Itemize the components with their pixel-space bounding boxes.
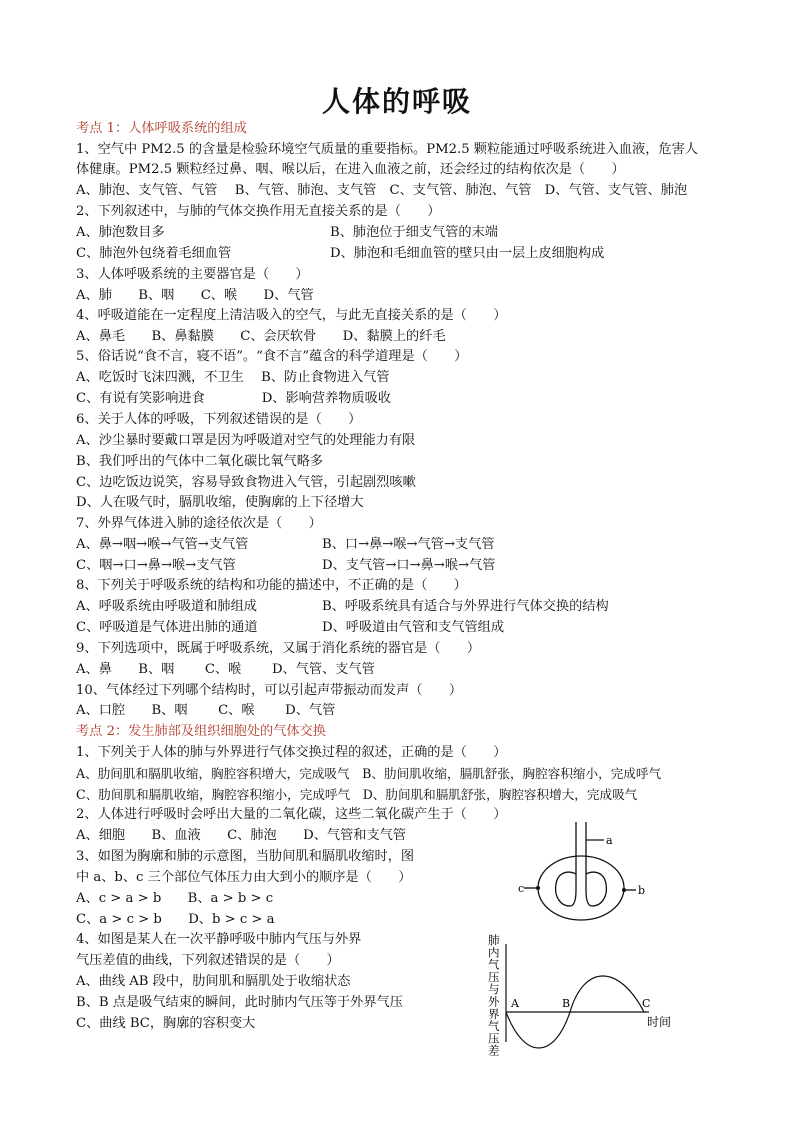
q2-option-c: C、肺泡外包绕着毛细血管 (76, 246, 232, 261)
label-c: c (518, 882, 525, 895)
point-b-label: B (562, 997, 571, 1010)
q10-stem: 10、气体经过下列哪个结构时，可以引起声带振动而发声（ ） (76, 683, 463, 698)
y-axis-label-char: 内 (488, 945, 500, 960)
q6-stem: 6、关于人体的呼吸，下列叙述错误的是（ ） (76, 412, 362, 427)
q2-option-a: A、肺泡数目多 (76, 225, 165, 240)
y-axis-label-char: 差 (488, 1043, 500, 1058)
q1-stem-line1: 1、空气中 PM2.5 的含量是检验环境空气质量的重要指标。PM2.5 颗粒能通过呼吸系统进入血液，危害人 (76, 142, 698, 157)
y-axis-label-char: 肺 (488, 933, 500, 947)
q8-option-b: B、呼吸系统具有适合与外界进行气体交换的结构 (322, 599, 609, 614)
q8-option-a: A、呼吸系统由呼吸道和肺组成 (76, 599, 257, 614)
q2-option-d: D、肺泡和毛细血管的壁只由一层上皮细胞构成 (330, 246, 605, 261)
y-axis-label-char: 压 (488, 1031, 500, 1046)
q6-option-c: C、边吃饭边说笑，容易导致食物进入气管，引起剧烈咳嗽 (76, 475, 416, 490)
q8-stem: 8、下列关于呼吸系统的结构和功能的描述中，不正确的是（ ） (76, 578, 467, 593)
y-axis-label-char: 与 (488, 982, 500, 997)
p2-q4-option-b: B、B 点是吸气结束的瞬间，此时肺内气压等于外界气压 (76, 995, 403, 1010)
q4-options: A、鼻毛 B、鼻黏膜 C、会厌软骨 D、黏膜上的纤毛 (76, 329, 446, 344)
p2-q1-options-cd: C、肋间肌和膈肌收缩，胸腔容积缩小，完成呼气 D、肋间肌和膈肌舒张，胸腔容积增大，完成吸气 (76, 787, 638, 802)
p2-q2-options: A、细胞 B、血液 C、肺泡 D、气管和支气管 (76, 828, 407, 843)
q7-stem: 7、外界气体进入肺的途径依次是（ ） (76, 516, 322, 531)
p2-q4-option-c: C、曲线 BC，胸廓的容积变大 (76, 1016, 256, 1031)
q5-options-ab: A、吃饭时飞沫四溅，不卫生 B、防止食物进入气管 (76, 370, 390, 385)
q1-stem-line2: 体健康。PM2.5 颗粒经过鼻、咽、喉以后，在进入血液之前，还会经过的结构依次是（ ） (76, 162, 625, 177)
q7-option-b: B、口→鼻→喉→气管→支气管 (322, 537, 495, 552)
q8-option-d: D、呼吸道由气管和支气管组成 (322, 620, 505, 635)
q1-options: A、肺泡、支气管、气管 B、气管、肺泡、支气管 C、支气管、肺泡、气管 D、气管、支气管、肺泡 (76, 183, 688, 198)
section-heading-1: 考点 1：人体呼吸系统的组成 (76, 121, 247, 136)
q7-option-c: C、咽→口→鼻→喉→支气管 (76, 558, 236, 573)
page-title: 人体的呼吸 (321, 85, 472, 118)
y-axis-label-char: 界 (488, 1006, 500, 1021)
point-c-marker (536, 886, 540, 890)
q2-option-b: B、肺泡位于细支气管的末端 (330, 225, 498, 240)
p2-q3-stem-line1: 3、如图为胸廓和肺的示意图，当肋间肌和膈肌收缩时，图 (76, 849, 415, 864)
p2-q3-options-ab: A、c > a > b B、a > b > c (76, 891, 274, 906)
p2-q1-stem: 1、下列关于人体的肺与外界进行气体交换过程的叙述，正确的是（ ） (76, 745, 507, 760)
p2-q4-stem-line2: 气压差值的曲线，下列叙述错误的是（ ） (76, 953, 340, 968)
q9-stem: 9、下列选项中，既属于呼吸系统，又属于消化系统的器官是（ ） (76, 641, 481, 656)
q6-option-d: D、人在吸气时，膈肌收缩，使胸廓的上下径增大 (76, 495, 364, 510)
p2-q3-options-cd: C、a > c > b D、b > c > a (76, 912, 275, 927)
q7-option-d: D、支气管→口→鼻→喉→气管 (322, 558, 496, 573)
y-axis-label-char: 外 (488, 994, 500, 1009)
q3-options: A、肺 B、咽 C、喉 D、气管 (76, 288, 314, 303)
point-b-marker (622, 888, 626, 892)
q2-stem: 2、下列叙述中，与肺的气体交换作用无直接关系的是（ ） (76, 204, 441, 219)
y-axis-label-char: 压 (488, 969, 500, 984)
q6-option-a: A、沙尘暴时要戴口罩是因为呼吸道对空气的处理能力有限 (76, 433, 416, 448)
y-axis-label-char: 气 (488, 1019, 500, 1034)
q5-options-cd: C、有说有笑影响进食 D、影响营养物质吸收 (76, 391, 391, 406)
pressure-curve-diagram (484, 930, 704, 1065)
q5-stem: 5、俗话说“食不言，寝不语”。“食不言”蕴含的科学道理是（ ） (76, 349, 468, 364)
q4-stem: 4、呼吸道能在一定程度上清洁吸入的空气，与此无直接关系的是（ ） (76, 308, 507, 323)
q3-stem: 3、人体呼吸系统的主要器官是（ ） (76, 267, 309, 282)
section-heading-2: 考点 2：发生肺部及组织细胞处的气体交换 (76, 724, 326, 739)
q6-option-b: B、我们呼出的气体中二氧化碳比氧气略多 (76, 454, 324, 469)
point-a-label: A (511, 997, 519, 1010)
p2-q3-stem-line2: 中 a、b、c 三个部位气体压力由大到小的顺序是（ ） (76, 870, 412, 885)
p2-q2-stem: 2、人体进行呼吸时会呼出大量的二氧化碳，这些二氧化碳产生于（ ） (76, 807, 507, 822)
q7-option-a: A、鼻→咽→喉→气管→支气管 (76, 537, 249, 552)
point-c-label: C (642, 997, 651, 1010)
y-axis-label-char: 气 (488, 957, 500, 972)
p2-q1-options-ab: A、肋间肌和膈肌收缩，胸腔容积增大，完成吸气 B、肋间肌收缩，膈肌舒张，胸腔容积缩小，完成呼气 (76, 766, 662, 781)
x-axis-label: 时间 (647, 1015, 672, 1029)
label-a: a (606, 834, 613, 847)
y-axis-label (488, 933, 500, 1058)
label-b: b (638, 884, 646, 897)
p2-q4-option-a: A、曲线 AB 段中，肋间肌和膈肌处于收缩状态 (76, 974, 351, 989)
p2-q4-stem-line1: 4、如图是某人在一次平静呼吸中肺内气压与外界 (76, 932, 362, 947)
q8-option-c: C、呼吸道是气体进出肺的通道 (76, 620, 258, 635)
q9-options: A、鼻 B、咽 C、喉 D、气管、支气管 (76, 662, 375, 677)
q10-options: A、口腔 B、咽 C、喉 D、气管 (76, 703, 336, 718)
